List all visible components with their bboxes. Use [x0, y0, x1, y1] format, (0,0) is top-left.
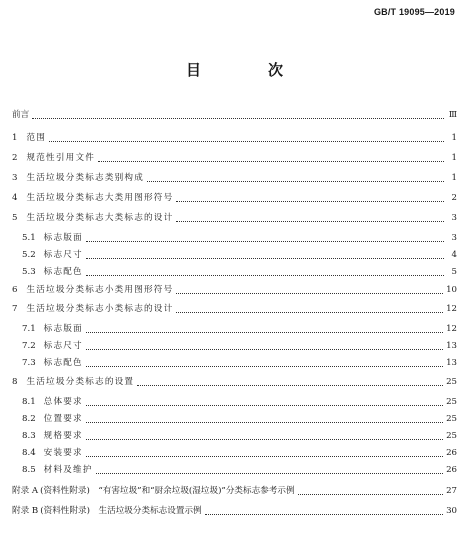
toc-leader-dots	[86, 413, 443, 423]
toc-leader-dots	[298, 485, 443, 495]
toc-entry-number: 1	[12, 133, 18, 143]
toc-entry-page: 4	[451, 250, 457, 260]
toc-leader-dots	[137, 376, 443, 386]
toc-entry-label: 标志版面	[43, 324, 83, 334]
toc-entry-page: 1	[451, 133, 457, 143]
toc-entry-label: 总体要求	[43, 397, 83, 407]
toc-leader-dots	[49, 132, 444, 142]
toc-entry[interactable]	[22, 429, 457, 443]
toc-entry-number: 7.2	[22, 341, 36, 351]
toc-entry-number: 5.3	[22, 267, 36, 277]
toc-entry[interactable]	[22, 248, 457, 262]
toc-entry-page: 26	[446, 448, 457, 458]
toc-entry[interactable]	[12, 302, 457, 316]
toc-entry-number: 8.1	[22, 397, 36, 407]
toc-entry[interactable]	[12, 151, 457, 165]
toc-entry[interactable]	[22, 412, 457, 426]
toc-entry-page: 3	[451, 233, 457, 243]
toc-entry-page: 2	[451, 193, 457, 203]
toc-leader-dots	[86, 340, 443, 350]
toc-entry-label: 材料及维护	[43, 465, 93, 475]
toc-entry-number: 5	[12, 213, 18, 223]
toc-entry[interactable]	[12, 211, 457, 225]
toc-entry-page: 10	[446, 285, 457, 295]
toc-leader-dots	[176, 212, 444, 222]
toc-entry-page: 25	[446, 431, 457, 441]
standard-number: GB/T 19095—2019	[373, 7, 455, 17]
toc-entry-number: 2	[12, 153, 18, 163]
toc-leader-dots	[147, 172, 444, 182]
toc-leader-dots	[98, 152, 444, 162]
toc-entry-label: 安装要求	[43, 448, 83, 458]
toc-entry-page: 25	[446, 397, 457, 407]
toc-leader-dots	[176, 303, 443, 313]
toc-leader-dots	[86, 430, 443, 440]
toc-leader-dots	[176, 284, 443, 294]
toc-entry-label: (资料性附录) “有害垃圾”和“厨余垃圾(湿垃圾)”分类标志参考示例	[40, 486, 295, 496]
toc-entry[interactable]	[22, 339, 457, 353]
toc-entry[interactable]	[22, 446, 457, 460]
toc-leader-dots	[86, 447, 443, 457]
toc-entry-number: 附录 A	[12, 486, 39, 496]
toc-leader-dots	[86, 357, 443, 367]
toc-entry[interactable]	[12, 484, 457, 498]
toc-entry-number: 7	[12, 304, 18, 314]
toc-entry-label: 前言	[12, 110, 30, 120]
toc-entry-number: 8.2	[22, 414, 36, 424]
toc-leader-dots	[86, 232, 444, 242]
toc-entry-page: 26	[446, 465, 457, 475]
toc-entry-number: 附录 B	[12, 506, 39, 516]
toc-leader-dots	[176, 192, 444, 202]
toc-entry[interactable]	[22, 322, 457, 336]
toc-entry-number: 7.3	[22, 358, 36, 368]
toc-entry[interactable]	[22, 265, 457, 279]
toc-entry-number: 7.1	[22, 324, 36, 334]
toc-entry[interactable]	[12, 131, 457, 145]
toc-entry-number: 8.5	[22, 465, 36, 475]
toc-entry-number: 8.4	[22, 448, 36, 458]
toc-entry[interactable]	[22, 356, 457, 370]
toc-entry-page: 3	[451, 213, 457, 223]
toc-entry-label: 标志配色	[43, 358, 83, 368]
toc-entry-page: Ⅲ	[448, 110, 457, 120]
toc-entry-page: 27	[446, 486, 457, 496]
page-title: 目 次	[185, 61, 309, 79]
toc-entry[interactable]	[12, 171, 457, 185]
toc-entry[interactable]	[22, 463, 457, 477]
toc-entry-page: 12	[446, 324, 457, 334]
toc-entry[interactable]	[22, 395, 457, 409]
toc-entry-page: 13	[446, 341, 457, 351]
toc-entry-label: 生活垃圾分类标志类别构成	[26, 173, 144, 183]
toc-entry[interactable]	[12, 375, 457, 389]
toc-entry-label: 生活垃圾分类标志小类用图形符号	[26, 285, 174, 295]
toc-entry[interactable]	[12, 191, 457, 205]
toc-entry[interactable]	[12, 108, 457, 122]
toc-entry-number: 5.1	[22, 233, 36, 243]
toc-leader-dots	[96, 464, 443, 474]
toc-leader-dots	[86, 396, 443, 406]
toc-entry-label: 生活垃圾分类标志的设置	[26, 377, 135, 387]
toc-leader-dots	[205, 505, 443, 515]
toc-leader-dots	[86, 249, 444, 259]
toc-entry-label: 生活垃圾分类标志小类标志的设计	[26, 304, 174, 314]
toc-leader-dots	[86, 323, 443, 333]
toc-entry-page: 25	[446, 414, 457, 424]
toc-entry-number: 5.2	[22, 250, 36, 260]
toc-entry-page: 1	[451, 153, 457, 163]
toc-entry-label: 标志版面	[43, 233, 83, 243]
toc-entry-page: 1	[451, 173, 457, 183]
toc-entry-label: 生活垃圾分类标志大类用图形符号	[26, 193, 174, 203]
toc-entry-page: 12	[446, 304, 457, 314]
toc-entry-number: 3	[12, 173, 18, 183]
toc-entry[interactable]	[22, 231, 457, 245]
toc-entry-label: 规格要求	[43, 431, 83, 441]
toc-leader-dots	[86, 266, 444, 276]
toc-entry-page: 13	[446, 358, 457, 368]
toc-entry[interactable]	[12, 283, 457, 297]
toc-entry-label: 规范性引用文件	[26, 153, 96, 163]
toc-entry-page: 25	[446, 377, 457, 387]
toc-entry-label: 生活垃圾分类标志大类标志的设计	[26, 213, 174, 223]
toc-entry-label: 位置要求	[43, 414, 83, 424]
toc-entry-number: 4	[12, 193, 18, 203]
toc-entry-number: 6	[12, 285, 18, 295]
toc-entry-number: 8.3	[22, 431, 36, 441]
toc-entry[interactable]	[12, 504, 457, 518]
toc-entry-label: 标志尺寸	[43, 341, 83, 351]
toc-leader-dots	[32, 109, 444, 119]
toc-entry-page: 5	[451, 267, 457, 277]
toc-entry-label: (资料性附录) 生活垃圾分类标志设置示例	[40, 506, 202, 516]
toc-entry-number: 8	[12, 377, 18, 387]
toc-entry-label: 标志尺寸	[43, 250, 83, 260]
toc-entry-label: 范围	[26, 133, 47, 143]
toc-entry-page: 30	[446, 506, 457, 516]
toc-entry-label: 标志配色	[43, 267, 83, 277]
